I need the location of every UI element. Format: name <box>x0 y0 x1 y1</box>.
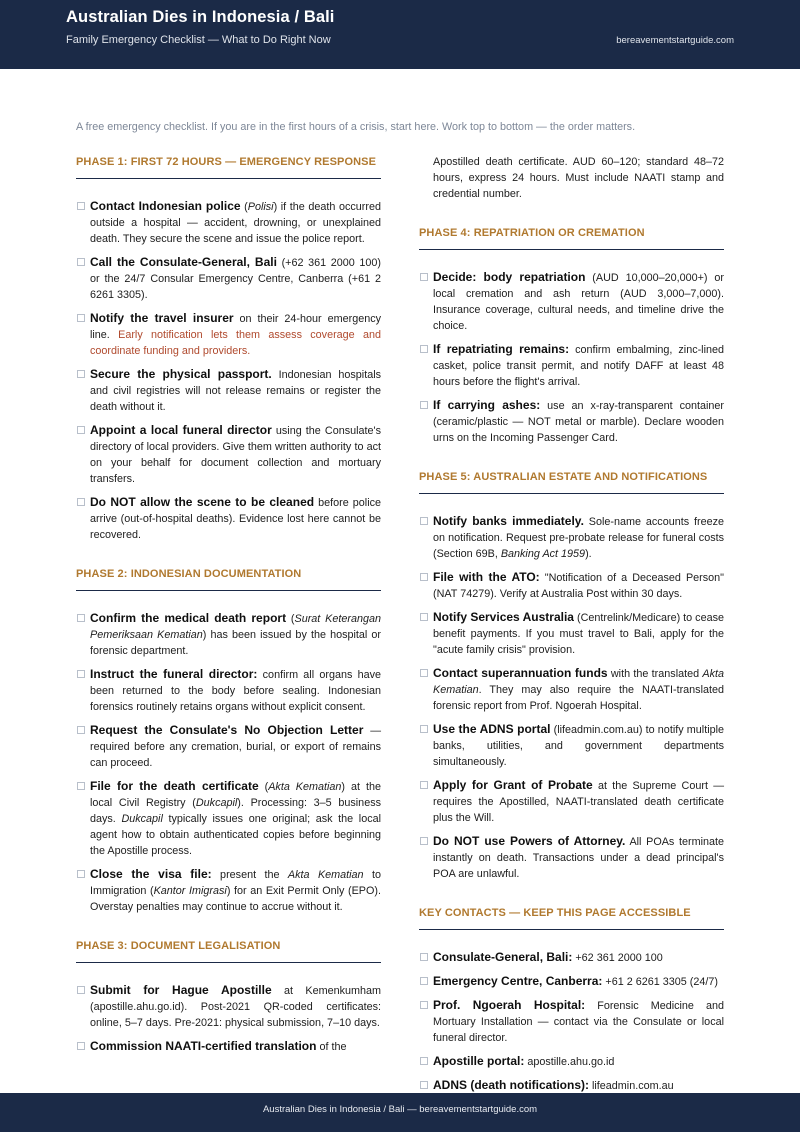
item-note: Early notification lets them assess coverage and coordinate funding and providers. <box>90 329 381 357</box>
checkbox[interactable] <box>77 614 85 622</box>
checklist-item <box>76 982 381 1031</box>
item-body: using the Consulate's directory of local providers. Give them written authority to act on your behalf for document collection and mortuary transfers. <box>90 425 381 485</box>
item-text: ). Processing: 3–5 business days. <box>90 797 381 825</box>
item-lead: Appoint a local funeral director <box>90 423 272 437</box>
item-body: (lifeadmin.com.au) to notify multiple banks, utilities, and government departments simultaneously. <box>433 724 724 768</box>
checklist-item <box>419 397 724 446</box>
phase5-list <box>419 513 724 882</box>
item-text: ) has been issued by the hospital or forensic department. <box>90 629 381 657</box>
checkbox[interactable] <box>420 613 428 621</box>
checklist-item <box>76 866 381 915</box>
item-lead: Consulate-General, Bali: <box>433 950 573 964</box>
item-text: ( <box>258 781 269 793</box>
checklist-item <box>419 569 724 602</box>
item-text: with the translated <box>607 668 703 680</box>
contacts-heading: KEY CONTACTS — KEEP THIS PAGE ACCESSIBLE <box>419 901 724 930</box>
item-emphasis: Dukcapil <box>121 813 163 825</box>
item-body: use an x-ray-transparent container (ceramic/plastic — NOT metal or marble). Declare wooden urns on the Incoming Passenger Card. <box>433 400 724 444</box>
intro-text: A free emergency checklist. If you are in the first hours of a crisis, start here. Work top to bottom — the order matters. <box>76 121 636 133</box>
phase2-heading: PHASE 2: INDONESIAN DOCUMENTATION <box>76 562 381 591</box>
checkbox[interactable] <box>77 870 85 878</box>
checkbox[interactable] <box>420 273 428 281</box>
checklist-item <box>76 610 381 659</box>
item-lead: ADNS (death notifications): <box>433 1078 589 1092</box>
checkbox[interactable] <box>420 781 428 789</box>
item-text: ) if the death occurred outside a hospital — accident, drowning, or unexplained death. They secure the scene and issue the police report. <box>90 201 381 245</box>
checkbox[interactable] <box>420 953 428 961</box>
item-body: All POAs terminate instantly on death. Transactions under a dead principal's POA are unlawful. <box>433 836 724 880</box>
item-lead: File with the ATO: <box>433 570 540 584</box>
phase2-list <box>76 610 381 915</box>
checklist-item <box>419 833 724 882</box>
item-emphasis: Banking Act 1959 <box>500 548 586 560</box>
phase3-heading: PHASE 3: DOCUMENT LEGALISATION <box>76 934 381 963</box>
item-body: Indonesian hospitals and civil registries will not release remains or register the death without it. <box>90 369 382 413</box>
item-lead: Request the Consulate's No Objection Letter <box>90 723 364 737</box>
item-body: (Centrelink/Medicare) to cease benefit payments. If you must travel to Bali, apply for the "acute family crisis" provision. <box>433 612 724 656</box>
item-lead: Call the Consulate-General, Bali <box>90 255 277 269</box>
item-body: confirm embalming, zinc-lined casket, police transit permit, and notify DAFF at least 48 hours before the flight's arrival. <box>433 344 724 388</box>
item-lead: Notify banks immediately. <box>433 514 584 528</box>
item-text: typically issues one original; ask the local agent how to obtain authenticated copies before beginning the Apostille process. <box>90 813 382 857</box>
item-text: ( <box>286 613 295 625</box>
item-emphasis: Akta Kematian <box>287 869 364 881</box>
footer: Australian Dies in Indonesia / Bali — bereavementstartguide.com <box>0 1093 800 1132</box>
phase4-heading: PHASE 4: REPATRIATION OR CREMATION <box>419 221 724 250</box>
site-link[interactable]: bereavementstartguide.com <box>616 35 734 46</box>
checklist-item <box>419 609 724 658</box>
checkbox[interactable] <box>77 202 85 210</box>
item-text: ). <box>585 548 592 560</box>
item-emphasis: Dukcapil <box>195 797 238 809</box>
item-lead: Submit for Hague Apostille <box>90 983 272 997</box>
phase4-list <box>419 269 724 446</box>
item-text: . They may also require the NAATI-translated forensic report from Prof. Ngoerah Hospital. <box>433 684 724 712</box>
item-lead: Close the visa file: <box>90 867 212 881</box>
phase3-continuation: Apostilled death certificate. AUD 60–120; standard 48–72 hours, express 24 hours. Must include NAATI stamp and credential number. <box>433 156 724 200</box>
checkbox[interactable] <box>77 726 85 734</box>
checklist-item <box>76 254 381 303</box>
checklist-item <box>419 973 724 990</box>
checkbox[interactable] <box>420 1001 428 1009</box>
item-lead: Do NOT use Powers of Attorney. <box>433 834 626 848</box>
checkbox[interactable] <box>420 1081 428 1089</box>
item-body: apostille.ahu.go.id <box>524 1056 615 1068</box>
checklist-item <box>76 722 381 771</box>
item-lead: Contact Indonesian police <box>90 199 241 213</box>
checkbox[interactable] <box>420 725 428 733</box>
checklist-item <box>76 778 381 859</box>
checkbox[interactable] <box>77 258 85 266</box>
left-column <box>76 150 381 1062</box>
item-body: of the <box>316 1041 347 1053</box>
checkbox[interactable] <box>77 498 85 506</box>
item-body: confirm all organs have been returned to the body before sealing. Indonesian forensics routinely retains organs without explicit consent. <box>90 669 382 713</box>
checkbox[interactable] <box>420 837 428 845</box>
checkbox[interactable] <box>77 426 85 434</box>
item-body: +62 361 2000 100 <box>572 952 663 964</box>
item-body: on their 24-hour emergency line. <box>90 313 382 341</box>
contacts-list <box>419 949 724 1094</box>
item-text: Sole-name accounts freeze on notification. Request pre-probate release for funeral costs (Section 69B, <box>433 516 724 560</box>
checklist-item <box>419 1053 724 1070</box>
item-lead: Use the ADNS portal <box>433 722 551 736</box>
item-lead: File for the death certificate <box>90 779 259 793</box>
item-body: (AUD 10,000–20,000+) or local cremation and ash return (AUD 3,000–7,000). Insurance coverage, cultural needs, and timeline drive the choice. <box>433 272 724 332</box>
checkbox[interactable] <box>77 670 85 678</box>
checklist-item <box>76 310 381 359</box>
checklist-item <box>419 665 724 714</box>
checklist-item <box>419 777 724 826</box>
item-text: ) for an Exit Permit Only (EPO). Overstay penalties may continue to accrue without it. <box>90 885 381 913</box>
checklist-item <box>76 494 381 543</box>
item-lead: If repatriating remains: <box>433 342 570 356</box>
right-column <box>419 150 724 1101</box>
phase5-heading: PHASE 5: AUSTRALIAN ESTATE AND NOTIFICATIONS <box>419 465 724 494</box>
phase1-list <box>76 198 381 543</box>
checklist-item <box>419 1077 724 1094</box>
item-body: lifeadmin.com.au <box>589 1080 674 1092</box>
item-emphasis: Surat Keterangan Pemeriksaan Kematian <box>90 613 381 641</box>
item-emphasis: Polisi <box>247 201 274 213</box>
header-bar <box>0 0 800 69</box>
checklist-item <box>419 949 724 966</box>
checklist-item <box>76 1038 381 1055</box>
phase1-heading: PHASE 1: FIRST 72 HOURS — EMERGENCY RESPONSE <box>76 150 381 179</box>
item-lead: Apply for Grant of Probate <box>433 778 593 792</box>
checkbox[interactable] <box>77 1042 85 1050</box>
checkbox[interactable] <box>420 573 428 581</box>
item-lead: Do NOT allow the scene to be cleaned <box>90 495 315 509</box>
item-lead: Instruct the funeral director: <box>90 667 258 681</box>
checkbox[interactable] <box>420 345 428 353</box>
checkbox[interactable] <box>77 314 85 322</box>
item-body: — required before any cremation, burial, or export of remains can proceed. <box>90 725 381 769</box>
checkbox[interactable] <box>77 782 85 790</box>
checklist-item <box>76 198 381 247</box>
checklist-item <box>419 513 724 562</box>
page-subtitle: Family Emergency Checklist — What to Do Right Now <box>66 34 331 46</box>
item-emphasis: Akta Kematian <box>268 781 342 793</box>
item-lead: Commission NAATI-certified translation <box>90 1039 317 1053</box>
checkbox[interactable] <box>420 1057 428 1065</box>
checklist-item <box>76 366 381 415</box>
checkbox[interactable] <box>77 370 85 378</box>
item-emphasis: Akta Kematian <box>433 668 725 696</box>
checklist-item <box>419 997 724 1046</box>
item-lead: Emergency Centre, Canberra: <box>433 974 603 988</box>
item-body: at Kemenkumham (apostille.ahu.go.id). Post-2021 QR-coded certificates: online, 5–7 days. Pre-2021: physical submission, 7–10 days. <box>90 985 381 1029</box>
item-body: at the Supreme Court — requires the Apostilled, NAATI-translated death certificate plus the Will. <box>433 780 724 824</box>
checklist-item <box>419 721 724 770</box>
checklist-item <box>76 422 381 487</box>
checkbox[interactable] <box>420 669 428 677</box>
item-body: (+62 361 2000 100) or the 24/7 Consular Emergency Centre, Canberra (+61 2 6261 3305). <box>90 257 381 301</box>
item-lead: Secure the physical passport. <box>90 367 272 381</box>
item-text: ( <box>240 201 248 213</box>
item-body: Forensic Medicine and Mortuary Installation — contact via the Consulate or local funeral director. <box>433 1000 724 1044</box>
item-text: present the <box>211 869 288 881</box>
item-body: before police arrive (out-of-hospital deaths). Evidence lost here cannot be recovered. <box>90 497 382 541</box>
checkbox[interactable] <box>420 401 428 409</box>
checklist-item <box>419 269 724 334</box>
checklist-item <box>76 666 381 715</box>
item-text: ) at the local Civil Registry ( <box>90 781 381 809</box>
item-body: "Notification of a Deceased Person" (NAT 74279). Verify at Australia Post within 30 days. <box>433 572 724 600</box>
item-lead: Notify the travel insurer <box>90 311 234 325</box>
phase3-list <box>76 982 381 1055</box>
item-lead: Apostille portal: <box>433 1054 525 1068</box>
checklist-item <box>419 341 724 390</box>
checkbox[interactable] <box>77 986 85 994</box>
item-lead: Prof. Ngoerah Hospital: <box>433 998 586 1012</box>
item-lead: Notify Services Australia <box>433 610 574 624</box>
item-body: +61 2 6261 3305 (24/7) <box>602 976 718 988</box>
item-lead: Confirm the medical death report <box>90 611 287 625</box>
checkbox[interactable] <box>420 517 428 525</box>
item-text: to Immigration ( <box>90 869 381 897</box>
checkbox[interactable] <box>420 977 428 985</box>
item-lead: If carrying ashes: <box>433 398 541 412</box>
item-emphasis: Kantor Imigrasi <box>153 885 227 897</box>
page-title: Australian Dies in Indonesia / Bali <box>66 8 335 26</box>
item-lead: Decide: body repatriation <box>433 270 586 284</box>
item-lead: Contact superannuation funds <box>433 666 608 680</box>
